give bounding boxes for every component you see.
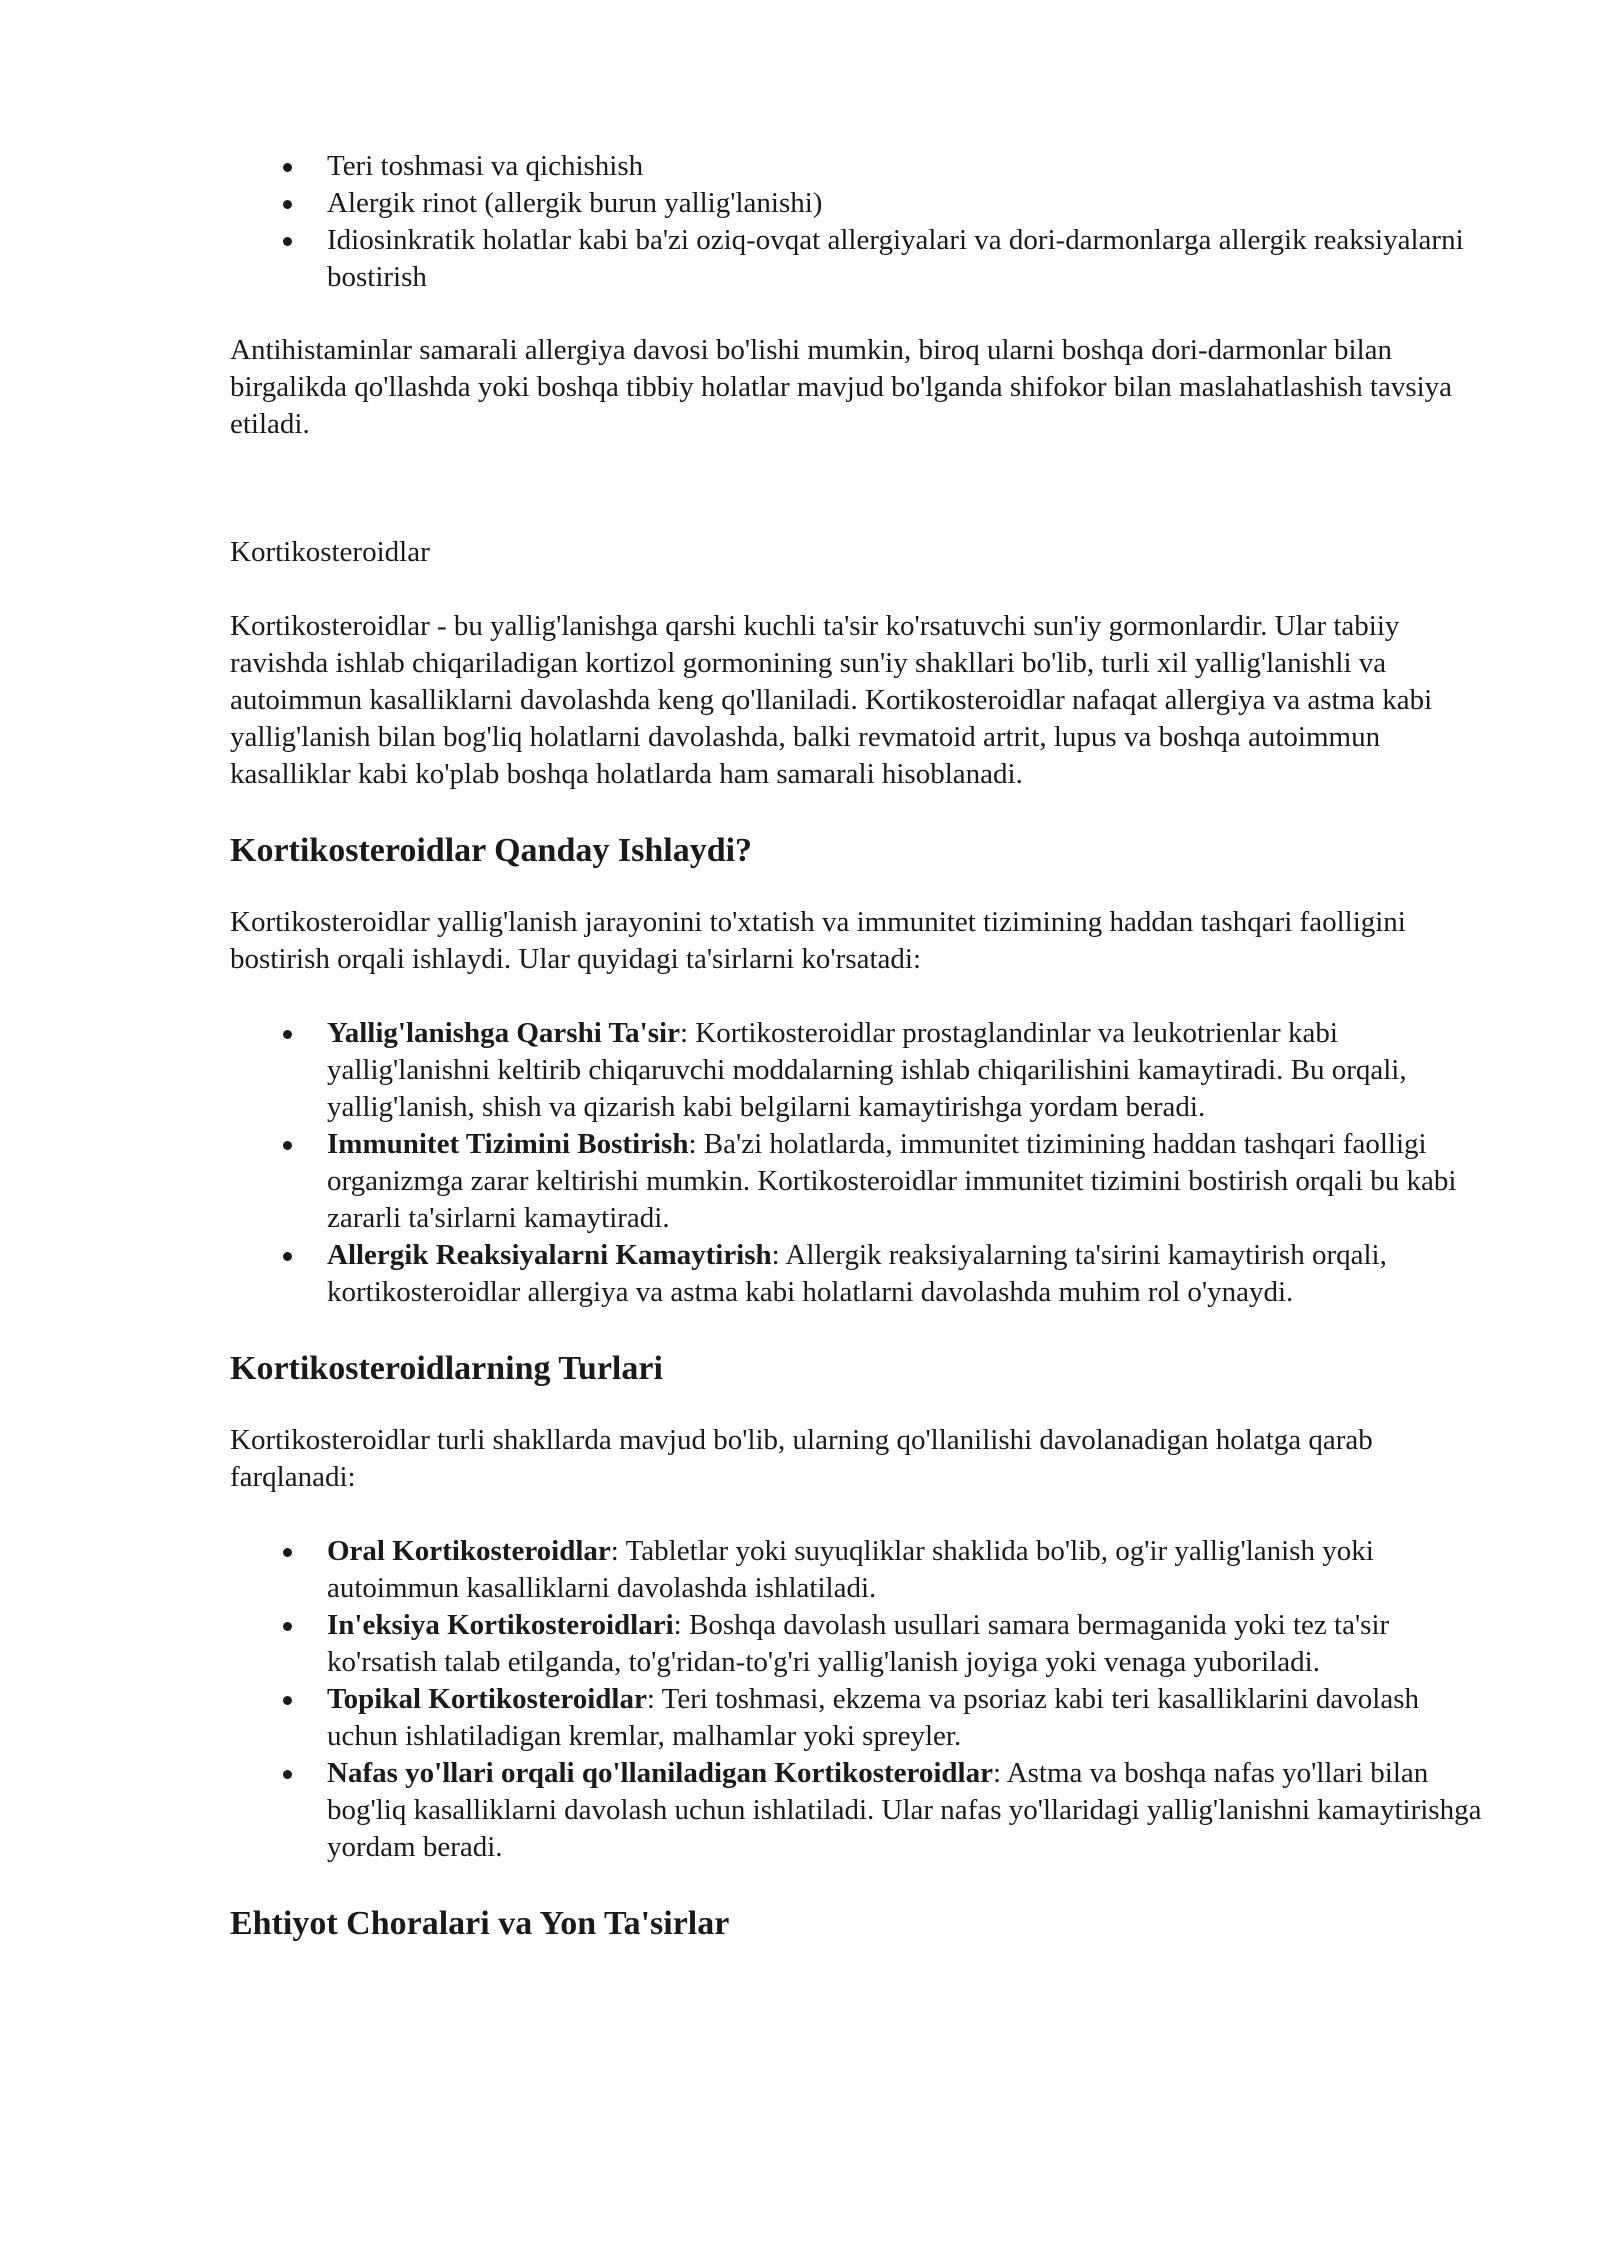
list-item [230,1533,1490,1607]
types-paragraph: Kortikosteroidlar turli shakllarda mavjud bo'lib, ularning qo'llanilishi davolanadigan holatga qarab farqlanadi: [230,1424,1373,1493]
list-item-desc: : Teri toshmasi, ekzema va psoriaz kabi teri kasalliklarini davolash uchun ishlatiladigan kremlar, malhamlar yoki spreyler. [327,1683,1419,1752]
document-page [230,148,1490,1945]
section-heading: Kortikosteroidlarning Turlari [230,1350,663,1387]
list-item-term: Allergik Reaksiyalarni Kamaytirish [327,1239,772,1271]
list-item: Teri toshmasi va qichishish [230,148,1490,185]
section-heading: Ehtiyot Choralari va Yon Ta'sirlar [230,1905,730,1942]
list-item-desc: : Astma va boshqa nafas yo'llari bilan bog'liq kasalliklarni davolash uchun ishlatiladi. Ular nafas yo'llaridagi yallig'lanishni kamaytirishga yordam beradi. [327,1757,1482,1863]
list-item [230,1237,1490,1311]
list-item-term: Yallig'lanishga Qarshi Ta'sir [327,1017,680,1049]
corticosteroid-intro-paragraph: Kortikosteroidlar - bu yallig'lanishga qarshi kuchli ta'sir ko'rsatuvchi sun'iy gormonlardir. Ular tabiiy ravishda ishlab chiqariladigan kortizol gormonining sun'iy shakllari bo'lib, turli xil yallig'lanishli va autoimmun kasalliklarni davolashda keng qo'llaniladi. Kortikosteroidlar nafaqat allergiya va astma kabi yallig'lanish bilan bog'liq holatlarni davolashda, balki revmatoid artrit, lupus va boshqa autoimmun kasalliklar kabi ko'plab boshqa holatlarda ham samarali hisoblanadi. [230,610,1433,790]
mechanism-paragraph: Kortikosteroidlar yallig'lanish jarayonini to'xtatish va immunitet tizimining haddan tashqari faolligini bostirish orqali ishlaydi. Ular quyidagi ta'sirlarni ko'rsatadi: [230,906,1406,975]
list-item-term: Oral Kortikosteroidlar [327,1535,611,1567]
effects-list [230,1015,1490,1311]
list-item-desc: : Tabletlar yoki suyuqliklar shaklida bo'lib, og'ir yallig'lanish yoki autoimmun kasalliklarni davolashda ishlatiladi. [327,1535,1374,1604]
antihistamine-paragraph: Antihistaminlar samarali allergiya davosi bo'lishi mumkin, biroq ularni boshqa dori-darmonlar bilan birgalikda qo'llashda yoki boshqa tibbiy holatlar mavjud bo'lganda shifokor bilan maslahatlashish tavsiya etiladi. [230,334,1453,440]
types-list [230,1533,1490,1866]
list-item-desc: : Allergik reaksiyalarning ta'sirini kamaytirish orqali, kortikosteroidlar allergiya va astma kabi holatlarni davolashda muhim rol o'ynaydi. [327,1239,1387,1308]
list-item [230,1607,1490,1681]
list-item-desc: : Kortikosteroidlar prostaglandinlar va leukotrienlar kabi yallig'lanishni keltirib chiqaruvchi moddalarning ishlab chiqarilishini kamaytiradi. Bu orqali, yallig'lanish, shish va qizarish kabi belgilarni kamaytirishga yordam beradi. [327,1017,1407,1123]
list-item-desc: : Ba'zi holatlarda, immunitet tizimining haddan tashqari faolligi organizmga zarar keltirishi mumkin. Kortikosteroidlar immunitet tizimini bostirish orqali bu kabi zararli ta'sirlarni kamaytiradi. [327,1128,1457,1234]
list-item: Alergik rinot (allergik burun yallig'lanishi) [230,185,1490,222]
section-heading: Kortikosteroidlar Qanday Ishlaydi? [230,832,753,869]
list-item [230,1681,1490,1755]
list-item-term: Immunitet Tizimini Bostirish [327,1128,689,1160]
list-item [230,1755,1490,1866]
list-item [230,1126,1490,1237]
list-item: Idiosinkratik holatlar kabi ba'zi oziq-ovqat allergiyalari va dori-darmonlarga allergik reaksiyalarni bostirish [230,222,1490,296]
list-item [230,1015,1490,1126]
list-item-term: Nafas yo'llari orqali qo'llaniladigan Kortikosteroidlar [327,1757,993,1789]
list-item-term: In'eksiya Kortikosteroidlari [327,1609,674,1641]
list-item-term: Topikal Kortikosteroidlar [327,1683,647,1715]
section-subtitle: Kortikosteroidlar [230,536,430,568]
list-item-desc: : Boshqa davolash usullari samara bermaganida yoki tez ta'sir ko'rsatish talab etilganda, to'g'ridan-to'g'ri yallig'lanish joyiga yoki venaga yuboriladi. [327,1609,1390,1678]
allergy-symptom-list [230,148,1490,296]
